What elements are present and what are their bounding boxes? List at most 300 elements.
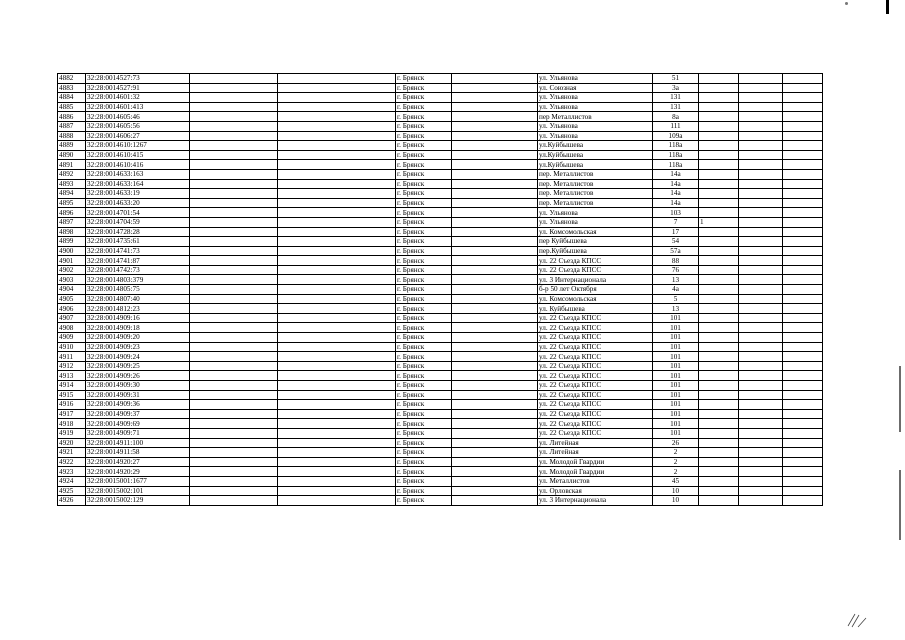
- cadastral-number: 32:28:0014633:163: [86, 169, 190, 179]
- empty-cell: [739, 438, 783, 448]
- empty-cell: [739, 467, 783, 477]
- city: г. Брянск: [396, 486, 452, 496]
- empty-cell: [278, 496, 396, 506]
- empty-cell: [452, 381, 538, 391]
- table-row: [58, 371, 823, 381]
- city: г. Брянск: [396, 179, 452, 189]
- building-number: [699, 102, 739, 112]
- empty-cell: [783, 342, 823, 352]
- empty-cell: [739, 381, 783, 391]
- empty-cell: [190, 285, 278, 295]
- building-number: [699, 352, 739, 362]
- empty-cell: [452, 313, 538, 323]
- record-number: 4904: [58, 285, 86, 295]
- empty-cell: [783, 457, 823, 467]
- empty-cell: [739, 131, 783, 141]
- empty-cell: [452, 496, 538, 506]
- empty-cell: [783, 265, 823, 275]
- empty-cell: [783, 371, 823, 381]
- empty-cell: [190, 102, 278, 112]
- street: пер. Металлистов: [538, 179, 653, 189]
- record-number: 4924: [58, 476, 86, 486]
- empty-cell: [190, 467, 278, 477]
- empty-cell: [783, 294, 823, 304]
- city: г. Брянск: [396, 400, 452, 410]
- empty-cell: [190, 93, 278, 103]
- table-row: [58, 486, 823, 496]
- house-number: 101: [653, 400, 699, 410]
- city: г. Брянск: [396, 265, 452, 275]
- house-number: 45: [653, 476, 699, 486]
- building-number: [699, 169, 739, 179]
- cadastral-number: 32:28:0014909:36: [86, 400, 190, 410]
- city: г. Брянск: [396, 131, 452, 141]
- street: ул. Орловская: [538, 486, 653, 496]
- cadastral-number: 32:28:0014741:87: [86, 256, 190, 266]
- empty-cell: [190, 198, 278, 208]
- house-number: 101: [653, 342, 699, 352]
- street: ул. Союзная: [538, 83, 653, 93]
- house-number: 10: [653, 486, 699, 496]
- city: г. Брянск: [396, 169, 452, 179]
- empty-cell: [783, 275, 823, 285]
- street: ул. 22 Съезда КПСС: [538, 428, 653, 438]
- empty-cell: [190, 448, 278, 458]
- empty-cell: [190, 275, 278, 285]
- empty-cell: [190, 400, 278, 410]
- city: г. Брянск: [396, 141, 452, 151]
- building-number: [699, 246, 739, 256]
- cadastral-number: 32:28:0014527:91: [86, 83, 190, 93]
- empty-cell: [783, 208, 823, 218]
- street: ул. 22 Съезда КПСС: [538, 256, 653, 266]
- cadastral-number: 32:28:0014605:56: [86, 121, 190, 131]
- empty-cell: [452, 457, 538, 467]
- street: ул. Куйбышева: [538, 304, 653, 314]
- empty-cell: [278, 141, 396, 151]
- empty-cell: [452, 467, 538, 477]
- empty-cell: [739, 457, 783, 467]
- table-row: [58, 342, 823, 352]
- record-number: 4914: [58, 381, 86, 391]
- record-number: 4908: [58, 323, 86, 333]
- empty-cell: [278, 438, 396, 448]
- house-number: 131: [653, 93, 699, 103]
- empty-cell: [452, 419, 538, 429]
- empty-cell: [739, 333, 783, 343]
- city: г. Брянск: [396, 323, 452, 333]
- street: ул. 22 Съезда КПСС: [538, 419, 653, 429]
- cadastral-number: 32:28:0014633:164: [86, 179, 190, 189]
- empty-cell: [739, 189, 783, 199]
- street: ул. Ульянова: [538, 121, 653, 131]
- house-number: 101: [653, 381, 699, 391]
- house-number: 101: [653, 333, 699, 343]
- empty-cell: [278, 74, 396, 84]
- empty-cell: [739, 275, 783, 285]
- empty-cell: [190, 208, 278, 218]
- empty-cell: [739, 227, 783, 237]
- empty-cell: [452, 265, 538, 275]
- record-number: 4887: [58, 121, 86, 131]
- empty-cell: [278, 131, 396, 141]
- empty-cell: [278, 467, 396, 477]
- city: г. Брянск: [396, 361, 452, 371]
- empty-cell: [783, 102, 823, 112]
- cadastral-number: 32:28:0014909:37: [86, 409, 190, 419]
- table-row: [58, 400, 823, 410]
- record-number: 4920: [58, 438, 86, 448]
- street: ул. 22 Съезда КПСС: [538, 381, 653, 391]
- city: г. Брянск: [396, 237, 452, 247]
- empty-cell: [739, 285, 783, 295]
- empty-cell: [739, 217, 783, 227]
- record-number: 4903: [58, 275, 86, 285]
- empty-cell: [190, 476, 278, 486]
- empty-cell: [190, 131, 278, 141]
- house-number: 26: [653, 438, 699, 448]
- empty-cell: [739, 323, 783, 333]
- empty-cell: [739, 93, 783, 103]
- cadastral-number: 32:28:0014610:1267: [86, 141, 190, 151]
- empty-cell: [739, 169, 783, 179]
- cadastral-number: 32:28:0014911:100: [86, 438, 190, 448]
- city: г. Брянск: [396, 294, 452, 304]
- record-number: 4915: [58, 390, 86, 400]
- city: г. Брянск: [396, 448, 452, 458]
- cadastral-number: 32:28:0014909:23: [86, 342, 190, 352]
- empty-cell: [783, 352, 823, 362]
- empty-cell: [452, 256, 538, 266]
- house-number: 7: [653, 217, 699, 227]
- record-number: 4891: [58, 160, 86, 170]
- empty-cell: [739, 352, 783, 362]
- empty-cell: [278, 112, 396, 122]
- empty-cell: [739, 83, 783, 93]
- building-number: [699, 390, 739, 400]
- empty-cell: [190, 141, 278, 151]
- city: г. Брянск: [396, 304, 452, 314]
- building-number: [699, 428, 739, 438]
- cadastral-number: 32:28:0014805:75: [86, 285, 190, 295]
- empty-cell: [278, 342, 396, 352]
- cadastral-number: 32:28:0014605:46: [86, 112, 190, 122]
- city: г. Брянск: [396, 333, 452, 343]
- empty-cell: [739, 342, 783, 352]
- record-number: 4888: [58, 131, 86, 141]
- house-number: 101: [653, 419, 699, 429]
- building-number: [699, 496, 739, 506]
- empty-cell: [190, 246, 278, 256]
- empty-cell: [278, 227, 396, 237]
- cadastral-number: 32:28:0014527:73: [86, 74, 190, 84]
- empty-cell: [190, 83, 278, 93]
- city: г. Брянск: [396, 74, 452, 84]
- cadastral-number: 32:28:0014610:415: [86, 150, 190, 160]
- house-number: 101: [653, 371, 699, 381]
- street: пер.Куйбышева: [538, 246, 653, 256]
- city: г. Брянск: [396, 381, 452, 391]
- empty-cell: [452, 141, 538, 151]
- building-number: [699, 179, 739, 189]
- record-number: 4910: [58, 342, 86, 352]
- street: ул. Литейная: [538, 448, 653, 458]
- record-number: 4894: [58, 189, 86, 199]
- building-number: [699, 400, 739, 410]
- empty-cell: [739, 160, 783, 170]
- empty-cell: [739, 256, 783, 266]
- empty-cell: [278, 361, 396, 371]
- city: г. Брянск: [396, 256, 452, 266]
- house-number: 4а: [653, 285, 699, 295]
- empty-cell: [783, 476, 823, 486]
- street: ул. 22 Съезда КПСС: [538, 333, 653, 343]
- empty-cell: [452, 390, 538, 400]
- table-row: [58, 198, 823, 208]
- empty-cell: [783, 189, 823, 199]
- empty-cell: [739, 102, 783, 112]
- empty-cell: [452, 448, 538, 458]
- empty-cell: [278, 285, 396, 295]
- city: г. Брянск: [396, 409, 452, 419]
- table-row: [58, 208, 823, 218]
- empty-cell: [783, 74, 823, 84]
- street: ул. Комсомольская: [538, 294, 653, 304]
- city: г. Брянск: [396, 198, 452, 208]
- building-number: [699, 438, 739, 448]
- cadastral-number: 32:28:0014601:32: [86, 93, 190, 103]
- city: г. Брянск: [396, 313, 452, 323]
- house-number: 5: [653, 294, 699, 304]
- empty-cell: [452, 102, 538, 112]
- cadastral-number: 32:28:0014633:20: [86, 198, 190, 208]
- building-number: [699, 198, 739, 208]
- house-number: 101: [653, 361, 699, 371]
- empty-cell: [452, 438, 538, 448]
- empty-cell: [278, 381, 396, 391]
- house-number: 2: [653, 467, 699, 477]
- city: г. Брянск: [396, 121, 452, 131]
- cadastral-number: 32:28:0014728:28: [86, 227, 190, 237]
- cadastral-number: 32:28:0014911:58: [86, 448, 190, 458]
- empty-cell: [739, 237, 783, 247]
- city: г. Брянск: [396, 342, 452, 352]
- house-number: 14а: [653, 169, 699, 179]
- empty-cell: [278, 323, 396, 333]
- empty-cell: [783, 169, 823, 179]
- table-row: [58, 102, 823, 112]
- empty-cell: [783, 121, 823, 131]
- record-number: 4886: [58, 112, 86, 122]
- empty-cell: [739, 428, 783, 438]
- cadastral-number: 32:28:0014735:61: [86, 237, 190, 247]
- empty-cell: [739, 496, 783, 506]
- building-number: [699, 83, 739, 93]
- city: г. Брянск: [396, 476, 452, 486]
- empty-cell: [452, 237, 538, 247]
- empty-cell: [190, 361, 278, 371]
- empty-cell: [739, 265, 783, 275]
- house-number: 111: [653, 121, 699, 131]
- city: г. Брянск: [396, 83, 452, 93]
- table-row: [58, 323, 823, 333]
- cadastral-number: 32:28:0014909:30: [86, 381, 190, 391]
- city: г. Брянск: [396, 189, 452, 199]
- record-number: 4913: [58, 371, 86, 381]
- record-number: 4916: [58, 400, 86, 410]
- table-row: [58, 457, 823, 467]
- empty-cell: [452, 275, 538, 285]
- table-row: [58, 179, 823, 189]
- table-row: [58, 428, 823, 438]
- empty-cell: [783, 198, 823, 208]
- empty-cell: [783, 438, 823, 448]
- city: г. Брянск: [396, 371, 452, 381]
- record-number: 4884: [58, 93, 86, 103]
- empty-cell: [783, 361, 823, 371]
- record-number: 4889: [58, 141, 86, 151]
- record-number: 4918: [58, 419, 86, 429]
- empty-cell: [452, 198, 538, 208]
- empty-cell: [190, 352, 278, 362]
- building-number: [699, 208, 739, 218]
- empty-cell: [278, 121, 396, 131]
- empty-cell: [278, 189, 396, 199]
- table-row: [58, 275, 823, 285]
- building-number: [699, 237, 739, 247]
- empty-cell: [278, 256, 396, 266]
- empty-cell: [190, 371, 278, 381]
- building-number: [699, 150, 739, 160]
- empty-cell: [452, 93, 538, 103]
- empty-cell: [278, 457, 396, 467]
- empty-cell: [278, 313, 396, 323]
- empty-cell: [190, 438, 278, 448]
- street: пер. Металлистов: [538, 198, 653, 208]
- record-number: 4898: [58, 227, 86, 237]
- table-row: [58, 294, 823, 304]
- table-row: [58, 313, 823, 323]
- empty-cell: [190, 265, 278, 275]
- empty-cell: [190, 342, 278, 352]
- empty-cell: [190, 419, 278, 429]
- empty-cell: [783, 419, 823, 429]
- record-number: 4926: [58, 496, 86, 506]
- cadastral-number: 32:28:0014909:20: [86, 333, 190, 343]
- city: г. Брянск: [396, 438, 452, 448]
- empty-cell: [278, 150, 396, 160]
- scan-speck: [845, 2, 848, 5]
- street: ул. Ульянова: [538, 102, 653, 112]
- record-number: 4922: [58, 457, 86, 467]
- empty-cell: [190, 323, 278, 333]
- house-number: 118а: [653, 141, 699, 151]
- city: г. Брянск: [396, 496, 452, 506]
- empty-cell: [452, 400, 538, 410]
- street: ул. Литейная: [538, 438, 653, 448]
- empty-cell: [278, 93, 396, 103]
- empty-cell: [190, 390, 278, 400]
- house-number: 101: [653, 323, 699, 333]
- street: ул. Молодой Гвардии: [538, 457, 653, 467]
- cadastral-number: 32:28:0014920:27: [86, 457, 190, 467]
- street: пер Куйбышева: [538, 237, 653, 247]
- building-number: [699, 265, 739, 275]
- house-number: 54: [653, 237, 699, 247]
- record-number: 4890: [58, 150, 86, 160]
- building-number: 1: [699, 217, 739, 227]
- table-row: [58, 237, 823, 247]
- building-number: [699, 227, 739, 237]
- house-number: 14а: [653, 198, 699, 208]
- building-number: [699, 457, 739, 467]
- empty-cell: [783, 390, 823, 400]
- street: ул. 22 Съезда КПСС: [538, 352, 653, 362]
- city: г. Брянск: [396, 160, 452, 170]
- empty-cell: [452, 285, 538, 295]
- empty-cell: [739, 179, 783, 189]
- record-number: 4895: [58, 198, 86, 208]
- house-number: 101: [653, 352, 699, 362]
- table-row: [58, 93, 823, 103]
- record-number: 4905: [58, 294, 86, 304]
- record-number: 4899: [58, 237, 86, 247]
- empty-cell: [783, 333, 823, 343]
- empty-cell: [452, 294, 538, 304]
- empty-cell: [190, 381, 278, 391]
- empty-cell: [452, 179, 538, 189]
- building-number: [699, 131, 739, 141]
- city: г. Брянск: [396, 457, 452, 467]
- empty-cell: [278, 83, 396, 93]
- cadastral-number: 32:28:0014701:54: [86, 208, 190, 218]
- house-number: 13: [653, 275, 699, 285]
- empty-cell: [783, 93, 823, 103]
- empty-cell: [739, 419, 783, 429]
- city: г. Брянск: [396, 93, 452, 103]
- record-number: 4882: [58, 74, 86, 84]
- table-row: [58, 83, 823, 93]
- pen-mark: [846, 610, 868, 628]
- empty-cell: [452, 361, 538, 371]
- record-number: 4900: [58, 246, 86, 256]
- empty-cell: [278, 246, 396, 256]
- building-number: [699, 256, 739, 266]
- empty-cell: [783, 227, 823, 237]
- table-row: [58, 131, 823, 141]
- empty-cell: [190, 227, 278, 237]
- table-row: [58, 304, 823, 314]
- building-number: [699, 448, 739, 458]
- empty-cell: [452, 208, 538, 218]
- empty-cell: [739, 294, 783, 304]
- house-number: 2: [653, 448, 699, 458]
- cadastral-number: 32:28:0014610:416: [86, 160, 190, 170]
- table-row: [58, 496, 823, 506]
- table-row: [58, 419, 823, 429]
- empty-cell: [739, 448, 783, 458]
- city: г. Брянск: [396, 246, 452, 256]
- cadastral-number: 32:28:0014909:31: [86, 390, 190, 400]
- empty-cell: [783, 83, 823, 93]
- building-number: [699, 93, 739, 103]
- empty-cell: [783, 448, 823, 458]
- house-number: 51: [653, 74, 699, 84]
- empty-cell: [452, 333, 538, 343]
- empty-cell: [783, 179, 823, 189]
- record-number: 4925: [58, 486, 86, 496]
- empty-cell: [739, 390, 783, 400]
